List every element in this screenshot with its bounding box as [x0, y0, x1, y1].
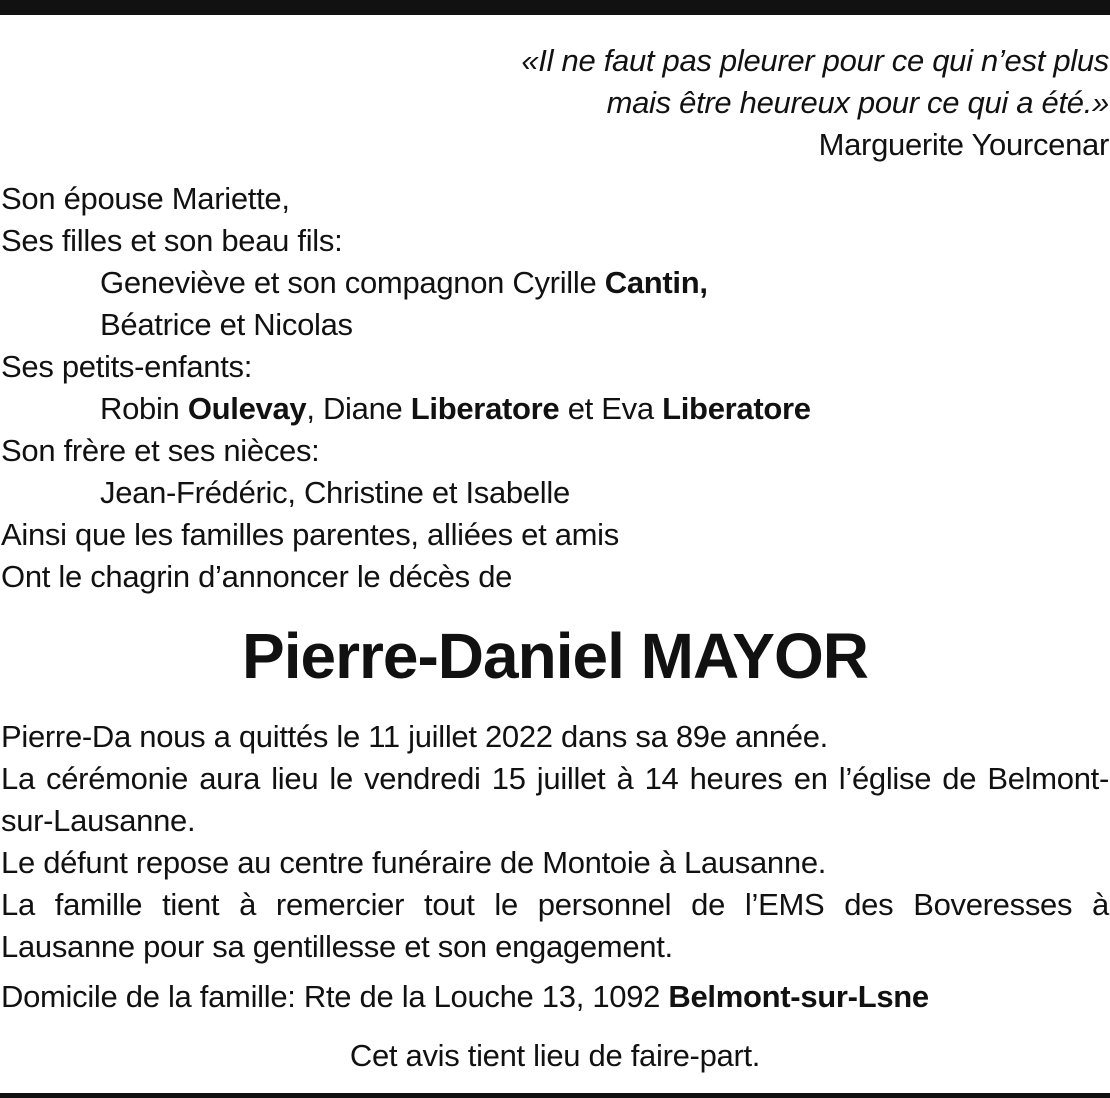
spouse-line: Son épouse Mariette,: [1, 181, 290, 216]
grandchildren-heading: Ses petits-enfants:: [1, 349, 253, 384]
details-block: [1, 716, 1109, 1018]
epigraph-quote: [521, 40, 1109, 166]
quote-line-2: mais être heureux pour ce qui a été.»: [606, 85, 1109, 120]
daughter-2-line: Béatrice et Nicolas: [100, 307, 353, 342]
daughter-1-text: Geneviève et son compagnon Cyrille: [100, 265, 605, 300]
deceased-name: Pierre-Daniel MAYOR: [242, 620, 868, 692]
extended-family-line: Ainsi que les familles parentes, alliées et amis: [1, 517, 619, 552]
grandchild-diane: , Diane: [306, 391, 411, 426]
thanks-paragraph: La famille tient à remercier tout le personnel de l’EMS des Boveresses à Lausanne pour sa gentillesse et son engagement.: [1, 887, 1109, 964]
daughter-1-suffix: ,: [699, 265, 708, 300]
siblings-line: Jean-Frédéric, Christine et Isabelle: [100, 475, 570, 510]
top-border-rule: [0, 0, 1110, 15]
siblings-heading: Son frère et ses nièces:: [1, 433, 320, 468]
grandchild-eva: et Eva: [559, 391, 663, 426]
grandchildren-line: [1, 388, 811, 430]
daughters-heading: Ses filles et son beau fils:: [1, 223, 343, 258]
daughter-1-surname: Cantin: [604, 265, 700, 300]
announcement-line: Ont le chagrin d’annoncer le décès de: [1, 559, 513, 594]
bottom-border-rule: [0, 1093, 1110, 1098]
ceremony-paragraph: La cérémonie aura lieu le vendredi 15 juillet à 14 heures en l’église de Belmont-sur-Lausanne.: [1, 761, 1109, 838]
grandchild-diane-surname: Liberatore: [410, 391, 560, 426]
family-list: [1, 178, 811, 598]
quote-author: Marguerite Yourcenar: [818, 127, 1109, 162]
quote-line-1: «Il ne faut pas pleurer pour ce qui n’est plus: [521, 43, 1109, 78]
domicile-address: Domicile de la famille: Rte de la Louche 13, 1092: [1, 979, 669, 1014]
closing-line: Cet avis tient lieu de faire-part.: [349, 1038, 761, 1073]
grandchild-robin-surname: Oulevay: [187, 391, 307, 426]
daughter-1-line: [1, 262, 811, 304]
domicile-town: Belmont-sur-Lsne: [668, 979, 929, 1014]
domicile-line: [1, 976, 1109, 1018]
passing-line: Pierre-Da nous a quittés le 11 juillet 2022 dans sa 89e année.: [1, 719, 828, 754]
rests-line: Le défunt repose au centre funéraire de Montoie à Lausanne.: [1, 845, 827, 880]
grandchild-eva-surname: Liberatore: [662, 391, 811, 426]
grandchild-robin: Robin: [100, 391, 188, 426]
